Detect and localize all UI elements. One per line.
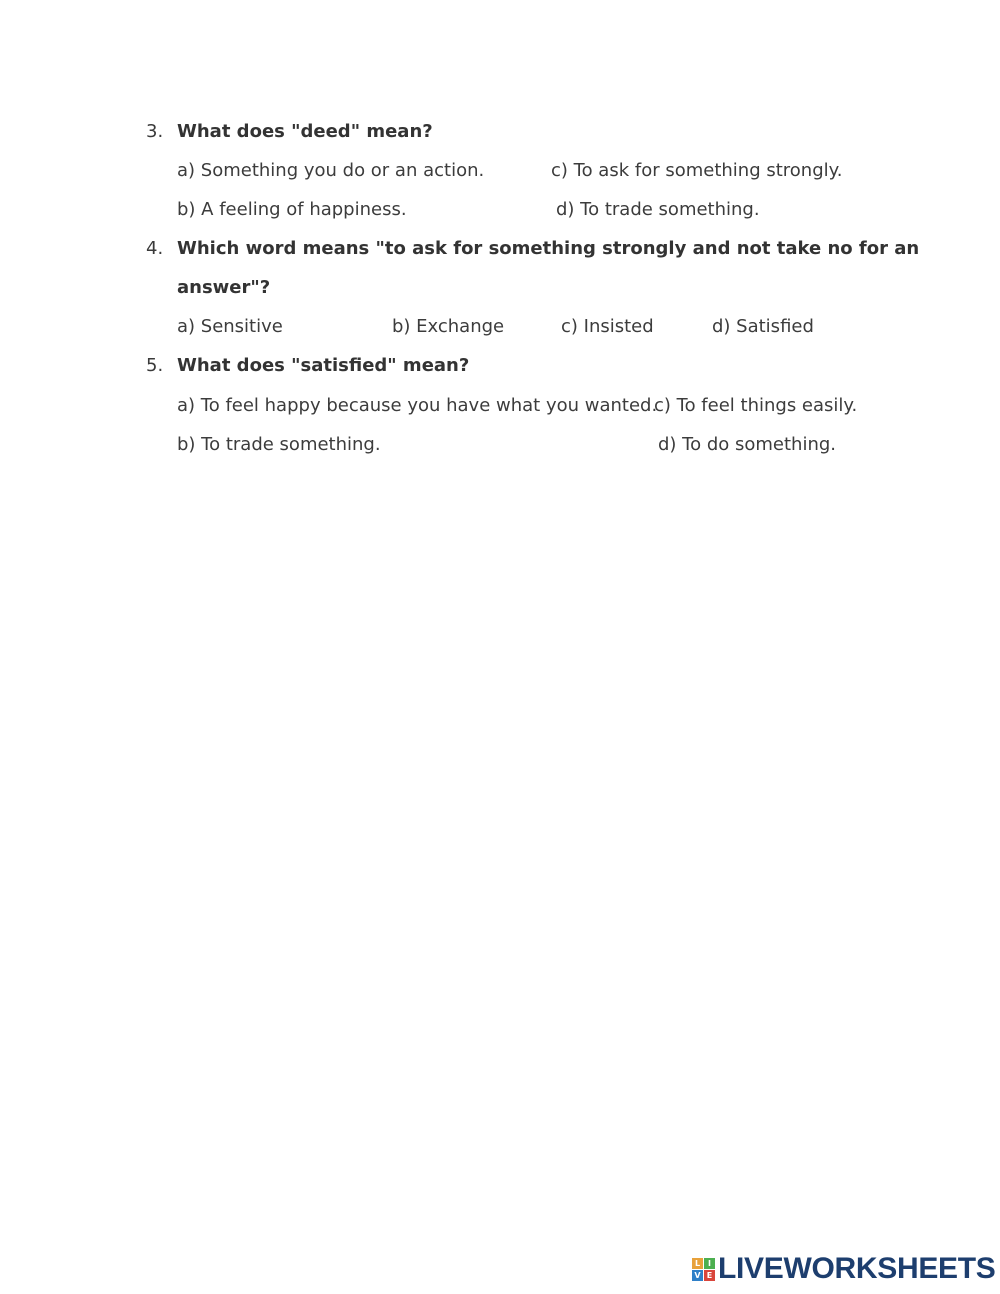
- logo-text: LIVEWORKSHEETS: [718, 1252, 996, 1285]
- question-3-option-c: c) To ask for something strongly.: [551, 160, 843, 181]
- question-5-option-b: b) To trade something.: [177, 434, 381, 455]
- question-3-option-a: a) Something you do or an action.: [177, 160, 485, 181]
- question-4-option-c: c) Insisted: [561, 316, 654, 337]
- question-4-number: 4.: [146, 238, 164, 259]
- question-3-option-d: d) To trade something.: [556, 199, 760, 220]
- question-5-number: 5.: [146, 355, 164, 376]
- question-3-option-b: b) A feeling of happiness.: [177, 199, 407, 220]
- question-4-option-b: b) Exchange: [392, 316, 505, 337]
- question-4-option-d: d) Satisfied: [712, 316, 814, 337]
- question-5-text: What does "satisfied" mean?: [177, 355, 470, 376]
- question-5-option-c: c) To feel things easily.: [654, 395, 858, 416]
- question-5-option-a: a) To feel happy because you have what you wanted.: [177, 395, 658, 416]
- question-3-text: What does "deed" mean?: [177, 121, 433, 142]
- question-4-text-line2: answer"?: [177, 277, 271, 298]
- logo-mark-letter-l: L: [692, 1258, 703, 1269]
- liveworksheets-logo: [692, 1254, 996, 1284]
- logo-mark-letter-e: E: [704, 1270, 715, 1281]
- question-3-number: 3.: [146, 121, 164, 142]
- question-5-option-d: d) To do something.: [658, 434, 837, 455]
- question-4-option-a: a) Sensitive: [177, 316, 283, 337]
- logo-mark-letter-v: V: [692, 1270, 703, 1281]
- logo-mark-letter-i: I: [704, 1258, 715, 1269]
- question-4-text-line1: Which word means "to ask for something strongly and not take no for an: [177, 238, 920, 259]
- logo-mark-icon: [692, 1258, 715, 1281]
